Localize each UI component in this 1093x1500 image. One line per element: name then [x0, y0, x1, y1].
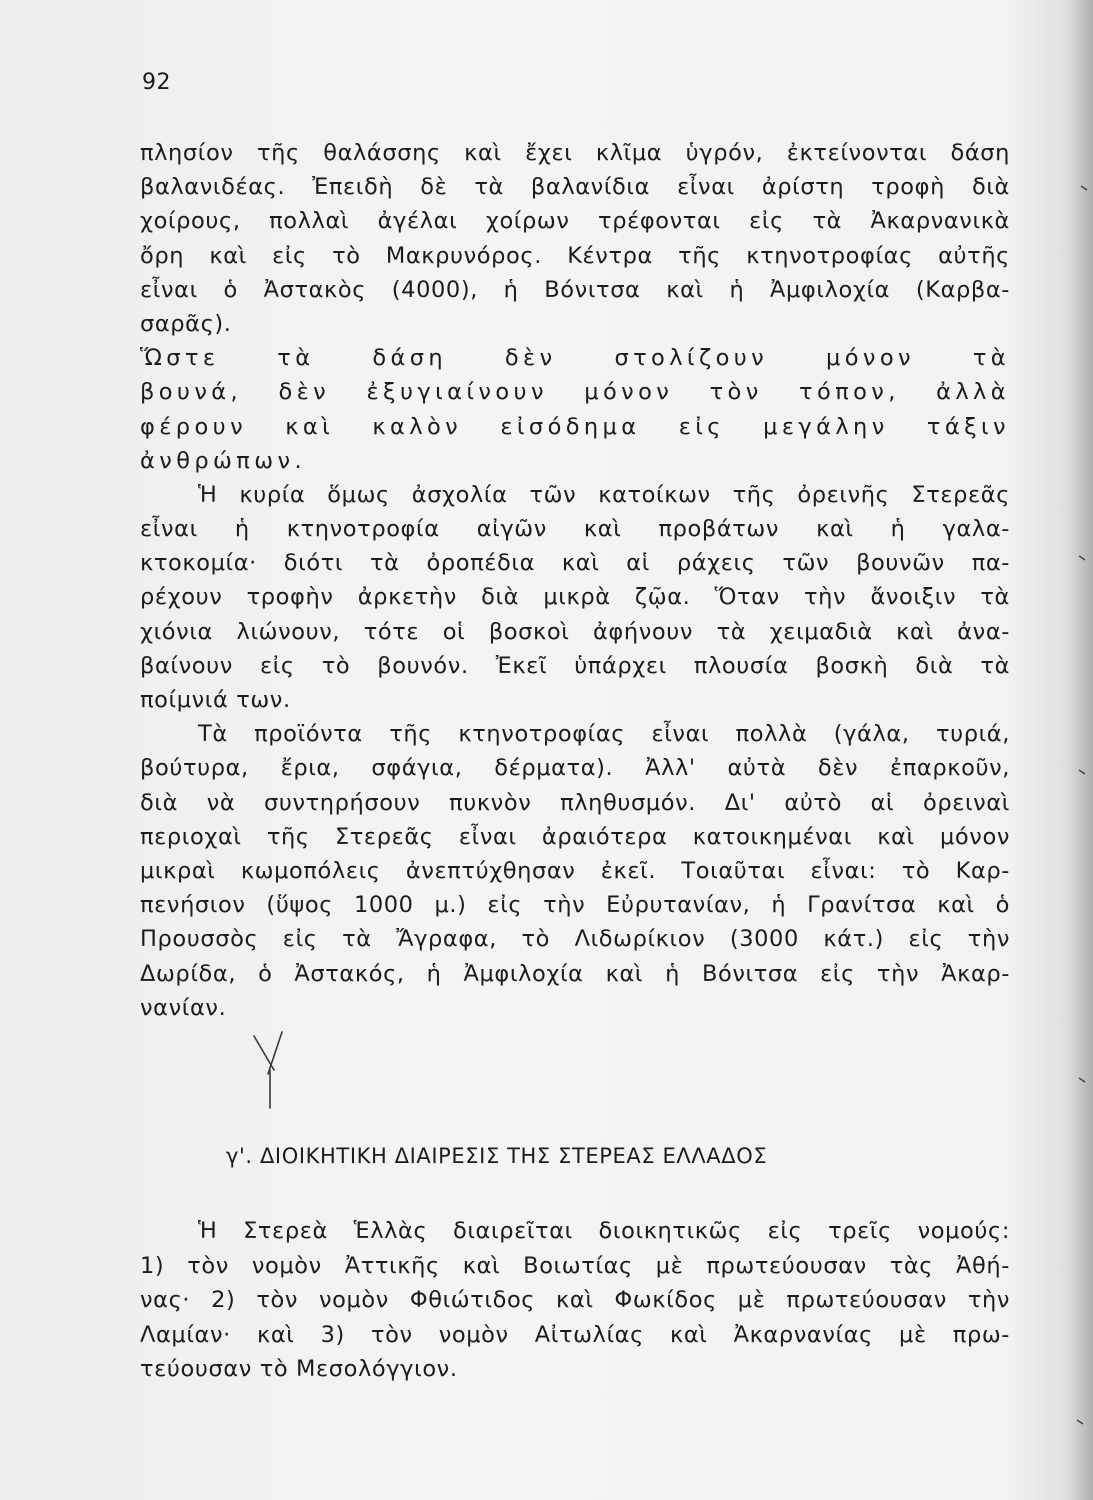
text-line: 1) τὸν νομὸν Ἀττικῆς καὶ Βοιωτίας μὲ πρωτεύουσαν τὰς Ἀθή-: [140, 1252, 1010, 1279]
text-line: Λαμίαν· καὶ 3) τὸν νομὸν Αἰτωλίας καὶ Ἀκαρνανίας μὲ πρω-: [140, 1321, 1010, 1348]
text-line: ρέχουν τροφὴν ἀρκετὴν διὰ μικρὰ ζῷα. Ὅταν τὴν ἄνοιξιν τὰ: [140, 584, 1010, 611]
text-line: νανίαν.: [140, 994, 227, 1021]
text-line: βαίνουν εἰς τὸ βουνόν. Ἐκεῖ ὑπάρχει πλουσία βοσκὴ διὰ τὰ: [140, 652, 1010, 679]
text-line: φέρουν καὶ καλὸν εἰσόδημα εἰς μεγάλην τάξιν: [140, 413, 1010, 440]
handwritten-pen-mark: [248, 1030, 292, 1110]
text-line: Δωρίδα, ὁ Ἀστακός, ἡ Ἀμφιλοχία καὶ ἡ Βόνιτσα εἰς τὴν Ἀκαρ-: [140, 960, 1010, 987]
text-line: βαλανιδέας. Ἐπειδὴ δὲ τὰ βαλανίδια εἶναι ἀρίστη τροφὴ διὰ: [140, 174, 1010, 201]
text-line: ποίμνιά των.: [140, 687, 291, 713]
text-line: νας· 2) τὸν νομὸν Φθιώτιδος καὶ Φωκίδος μὲ πρωτεύουσαν τὴν: [140, 1287, 1010, 1314]
text-line: Προυσσὸς εἰς τὰ Ἄγραφα, τὸ Λιδωρίκιον (3000 κάτ.) εἰς τὴν: [140, 926, 1010, 953]
text-line: Ἡ κυρία ὅμως ἀσχολία τῶν κατοίκων τῆς ὀρεινῆς Στερεᾶς: [198, 481, 1010, 508]
text-line: Τὰ προϊόντα τῆς κτηνοτροφίας εἶναι πολλὰ (γάλα, τυριά,: [198, 721, 1010, 748]
text-line: ἀνθρώπων.: [140, 447, 306, 474]
text-line: βούτυρα, ἔρια, σφάγια, δέρματα). Ἀλλ' αὐτὰ δὲν ἐπαρκοῦν,: [140, 755, 1010, 782]
text-line: Ὥστε τὰ δάση δὲν στολίζουν μόνον τὰ: [140, 345, 1010, 372]
text-line: διὰ νὰ συντηρήσουν πυκνὸν πληθυσμόν. Δι' αὐτὸ αἱ ὀρειναὶ: [140, 789, 1010, 816]
margin-tick-marks: [1073, 0, 1093, 1500]
section-heading: γ'. ΔΙΟΙΚΗΤΙΚΗ ΔΙΑΙΡΕΣΙΣ ΤΗΣ ΣΤΕΡΕΑΣ ΕΛΛΑΔΟΣ: [226, 1144, 768, 1168]
text-line: Ἡ Στερεὰ Ἑλλὰς διαιρεῖται διοικητικῶς εἰς τρεῖς νομούς:: [198, 1218, 1010, 1244]
text-line: εἶναι ἡ κτηνοτροφία αἰγῶν καὶ προβάτων καὶ ἡ γαλα-: [140, 516, 1010, 543]
section-text: [140, 1214, 1010, 1387]
text-line: σαρᾶς).: [140, 310, 232, 337]
text-line: τεύουσαν τὸ Μεσολόγγιον.: [140, 1356, 458, 1383]
text-line: περιοχαὶ τῆς Στερεᾶς εἶναι ἀραιότερα κατοικημέναι καὶ μόνον: [140, 823, 1010, 850]
text-line: εἶναι ὁ Ἀστακὸς (4000), ἡ Βόνιτσα καὶ ἡ Ἀμφιλοχία (Καρβα-: [140, 276, 1010, 303]
text-line: μικραὶ κωμοπόλεις ἀνεπτύχθησαν ἐκεῖ. Τοιαῦται εἶναι: τὸ Καρ-: [140, 857, 1010, 884]
page-number: 92: [142, 70, 171, 95]
text-line: χοίρους, πολλαὶ ἀγέλαι χοίρων τρέφονται εἰς τὰ Ἀκαρνανικὰ: [140, 208, 1010, 235]
text-line: χιόνια λιώνουν, τότε οἱ βοσκοὶ ἀφήνουν τὰ χειμαδιὰ καὶ ἀνα-: [140, 618, 1010, 645]
text-line: ὄρη καὶ εἰς τὸ Μακρυνόρος. Κέντρα τῆς κτηνοτροφίας αὐτῆς: [140, 242, 1010, 269]
text-line: κτοκομία· διότι τὰ ὀροπέδια καὶ αἱ ράχεις τῶν βουνῶν πα-: [140, 550, 1010, 577]
text-line: πλησίον τῆς θαλάσσης καὶ ἔχει κλῖμα ὑγρόν, ἐκτείνονται δάση: [140, 140, 1010, 166]
text-line: βουνά, δὲν ἐξυγιαίνουν μόνον τὸν τόπον, ἀλλὰ: [140, 379, 1010, 406]
body-text: [140, 136, 1010, 1025]
text-line: πενήσιον (ὕψος 1000 μ.) εἰς τὴν Εὐρυτανίαν, ἡ Γρανίτσα καὶ ὁ: [140, 892, 1010, 919]
